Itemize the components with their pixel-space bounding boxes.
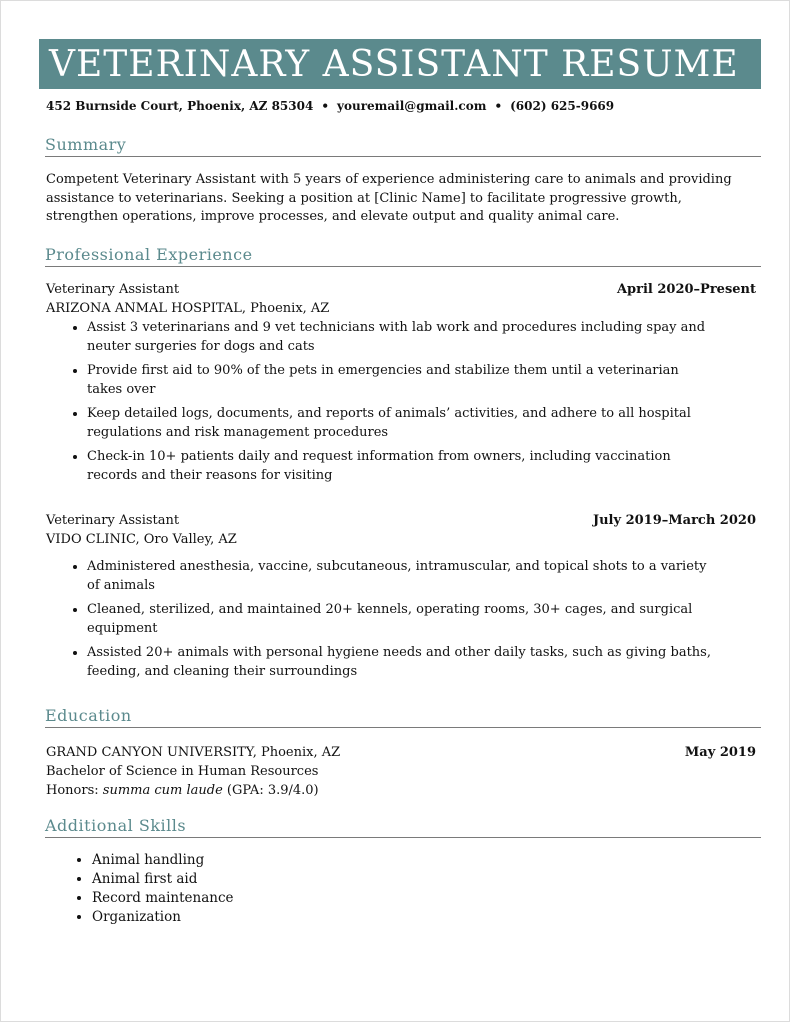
page-title: VETERINARY ASSISTANT RESUME <box>49 43 739 85</box>
skills-heading: Additional Skills <box>45 816 761 838</box>
skills-list <box>66 851 234 927</box>
list-item: • Administered anesthesia, vaccine, subcutaneous, intramuscular, and topical shots to a variety of animals <box>87 558 722 595</box>
school: GRAND CANYON UNIVERSITY, Phoenix, AZ <box>46 745 341 760</box>
separator: • <box>494 99 503 113</box>
separator: • <box>321 99 330 113</box>
summary-text: Competent Veterinary Assistant with 5 years of experience administering care to animals and providing assistance to veterinarians. Seeking a position at [Clinic Name] to facilitate progressive growth, strengthen operations, improve processes, and elevate output and quality animal care. <box>46 172 732 224</box>
job-dates: April 2020–Present <box>616 282 756 297</box>
job-header <box>46 512 756 530</box>
degree: Bachelor of Science in Human Resources <box>46 764 319 779</box>
honors-value: summa cum laude <box>102 783 223 798</box>
summary-heading: Summary <box>45 135 761 157</box>
education-heading: Education <box>45 706 761 728</box>
education-header <box>46 744 756 762</box>
email: youremail@gmail.com <box>337 99 487 113</box>
list-item: • Assist 3 veterinarians and 9 vet technicians with lab work and procedures including spay and neuter surgeries for dogs and cats <box>87 319 707 356</box>
graduation-date: May 2019 <box>684 745 756 760</box>
experience-heading: Professional Experience <box>45 245 761 267</box>
job-dates: July 2019–March 2020 <box>592 513 756 528</box>
list-item: • Keep detailed logs, documents, and reports of animals’ activities, and adhere to all hospital regulations and risk management procedures <box>87 405 707 442</box>
list-item: • Assisted 20+ animals with personal hygiene needs and other daily tasks, such as giving baths, feeding, and cleaning their surroundings <box>87 644 722 681</box>
list-item: • Record maintenance <box>92 889 234 908</box>
gpa: (GPA: 3.9/4.0) <box>226 783 319 798</box>
list-item: • Provide first aid to 90% of the pets in emergencies and stabilize them until a veterinarian takes over <box>87 362 707 399</box>
phone: (602) 625-9669 <box>510 99 615 113</box>
list-item: • Animal handling <box>92 851 234 870</box>
honors-line <box>46 782 319 800</box>
job-title: Veterinary Assistant <box>46 282 180 297</box>
honors-label: Honors: <box>46 783 99 798</box>
job-header <box>46 281 756 299</box>
list-item: • Cleaned, sterilized, and maintained 20+ kennels, operating rooms, 30+ cages, and surgical equipment <box>87 601 722 638</box>
job-bullets <box>62 319 707 491</box>
address: 452 Burnside Court, Phoenix, AZ 85304 <box>46 99 314 113</box>
job-bullets <box>62 558 722 687</box>
list-item: • Animal first aid <box>92 870 234 889</box>
contact-line <box>46 99 614 113</box>
list-item: • Check-in 10+ patients daily and request information from owners, including vaccination records and their reasons for visiting <box>87 448 707 485</box>
job-employer: VIDO CLINIC, Oro Valley, AZ <box>46 532 237 547</box>
title-banner <box>39 39 761 89</box>
list-item: • Organization <box>92 908 234 927</box>
job-employer: ARIZONA ANMAL HOSPITAL, Phoenix, AZ <box>46 301 330 316</box>
job-title: Veterinary Assistant <box>46 513 180 528</box>
